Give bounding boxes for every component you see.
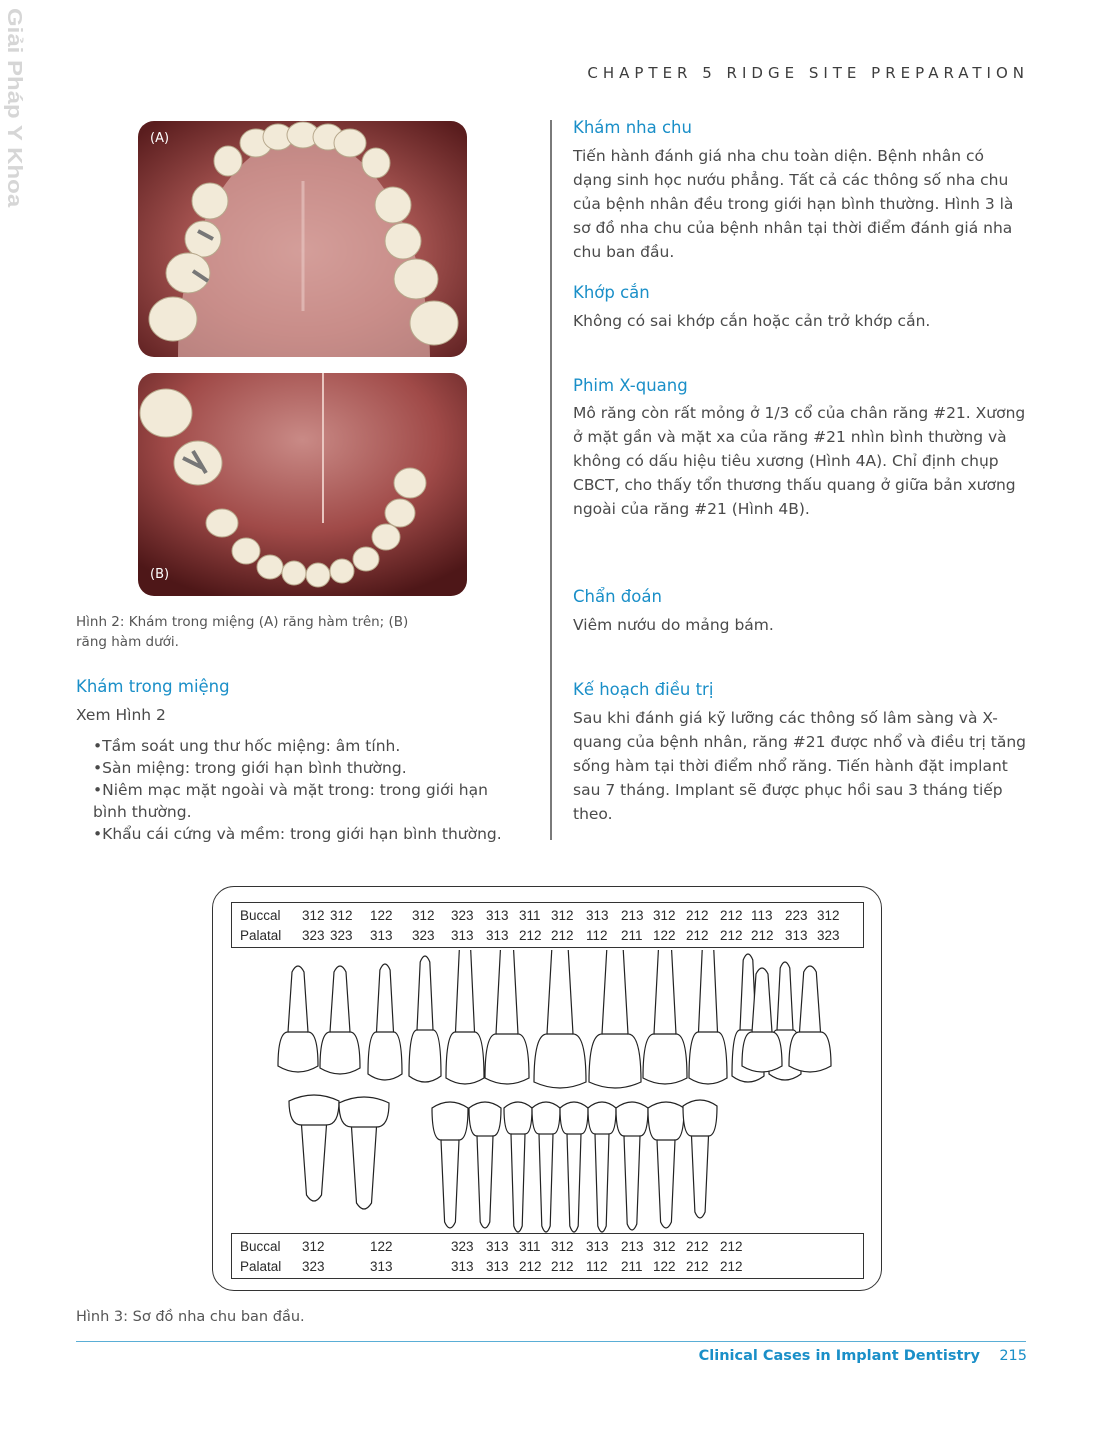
text-phim-x-quang: Mô răng còn rất mỏng ở 1/3 cổ của chân răng #21. Xương ở mặt gần và mặt xa của răng #21 nhìn bình thường và không có dấu hiệu tiêu xương (Hình 4A). Chỉ định chụp CBCT, cho thấy tổn thương thấu quang ở giữa bản xương ngoài của răng #21 (Hình 4B). [573,404,1026,518]
row-label: Palatal [240,928,282,943]
watermark: Giải Pháp Y Khoa [3,8,27,208]
lower-tooth-outline [616,1102,648,1230]
upper-teeth [278,950,831,1088]
probing-value: 313 [370,928,393,943]
probing-value: 312 [302,908,325,923]
bullet-item: • Khẩu cái cứng và mềm: trong giới hạn bình thường. [93,823,519,845]
heading-kham-nha-chu: Khám nha chu [573,118,692,137]
probing-value: 323 [451,1239,474,1254]
footer-page-number: 215 [999,1348,1027,1364]
probing-value: 312 [302,1239,325,1254]
probing-value: 212 [519,928,542,943]
probing-value: 312 [817,908,840,923]
lower-tooth-outline [469,1102,501,1228]
probing-value: 311 [519,1239,541,1254]
upper-tooth-outline [689,950,727,1084]
probing-value: 323 [451,908,474,923]
probing-value: 122 [653,1259,676,1274]
teeth-diagram [270,950,840,1235]
text-ke-hoach-dieu-tri: Sau khi đánh giá kỹ lưỡng các thông số lâm sàng và X-quang của bệnh nhân, răng #21 được nhổ và điều trị tăng sống hàm tại thời điểm nhổ răng. Tiến hành đặt implant sau 7 tháng. Implant sẽ được phục hồi sau 3 tháng tiếp theo. [573,709,1026,823]
probing-value: 323 [302,1259,325,1274]
upper-tooth-outline [534,950,586,1088]
figure2-caption-line2: răng hàm dưới. [76,634,179,650]
probing-value: 112 [586,928,608,943]
upper-tooth-outline [789,966,831,1072]
probing-value: 312 [330,908,353,923]
probing-value: 213 [621,908,644,923]
probing-value: 112 [586,1259,608,1274]
lower-tooth-outline [648,1102,684,1228]
probing-value: 122 [370,908,393,923]
probing-value: 311 [519,908,541,923]
probing-value: 212 [551,1259,574,1274]
lower-teeth [289,1095,717,1232]
upper-tooth-outline [485,950,529,1084]
probing-value: 323 [817,928,840,943]
probing-value: 313 [451,1259,474,1274]
upper-arch-image [138,121,467,357]
probing-value: 312 [653,1239,676,1254]
probing-value: 313 [586,908,609,923]
probing-value: 212 [720,928,743,943]
heading-kham-trong-mieng: Khám trong miệng [76,677,230,696]
probing-value: 212 [551,928,574,943]
running-head: CHAPTER 5 RIDGE SITE PREPARATION [587,64,1029,82]
lower-tooth-outline [683,1100,717,1218]
lower-tooth-outline [560,1102,588,1232]
lower-tooth-outline [504,1102,532,1232]
probing-value: 313 [486,1239,509,1254]
probing-value: 113 [751,908,773,923]
probing-value: 313 [486,908,509,923]
footer-book-title: Clinical Cases in Implant Dentistry [698,1348,980,1364]
lower-tooth-outline [532,1102,560,1232]
probing-value: 312 [551,1239,574,1254]
row-label: Buccal [240,908,281,923]
bullet-list [93,735,519,845]
probing-value: 312 [551,908,574,923]
heading-phim-x-quang: Phim X-quang [573,376,688,395]
bullet-item: • Tầm soát ung thư hốc miệng: âm tính. [93,735,519,757]
bullet-item: • Sàn miệng: trong giới hạn bình thường. [93,757,519,779]
photo-lower-arch [138,373,467,596]
bullet-item: • Niêm mạc mặt ngoài và mặt trong: trong giới hạn bình thường. [93,779,519,823]
upper-tooth-outline [278,966,318,1072]
heading-chan-doan: Chẩn đoán [573,587,662,606]
probing-value: 212 [686,908,709,923]
probing-value: 211 [621,1259,643,1274]
left-intro: Xem Hình 2 [76,706,166,724]
probing-value: 213 [621,1239,644,1254]
upper-tooth-outline [643,950,687,1084]
probing-value: 313 [451,928,474,943]
probing-value: 212 [720,908,743,923]
heading-ke-hoach-dieu-tri: Kế hoạch điều trị [573,680,714,699]
lower-tooth-outline [289,1095,339,1201]
probing-value: 313 [785,928,808,943]
probing-value: 122 [370,1239,393,1254]
upper-tooth-outline [446,950,484,1084]
probing-value: 312 [653,908,676,923]
probing-value: 122 [653,928,676,943]
probing-value: 211 [621,928,643,943]
photo-label-a: (A) [150,131,170,146]
heading-khop-can: Khớp cắn [573,283,650,302]
row-label: Palatal [240,1259,282,1274]
row-label: Buccal [240,1239,281,1254]
probing-value: 212 [720,1239,743,1254]
upper-tooth-outline [320,966,360,1074]
probing-value: 323 [302,928,325,943]
figure2-caption [76,612,476,652]
photo-upper-arch [138,121,467,357]
photo-label-b: (B) [150,567,170,582]
upper-tooth-outline [589,950,641,1088]
probing-value: 212 [686,1239,709,1254]
probing-value: 212 [751,928,774,943]
lower-arch-image [138,373,467,596]
text-chan-doan: Viêm nướu do mảng bám. [573,616,774,634]
probing-value: 323 [330,928,353,943]
text-kham-nha-chu: Tiến hành đánh giá nha chu toàn diện. Bệnh nhân có dạng sinh học nướu phẳng. Tất cả các thông số nha chu của bệnh nhân đều trong giới hạn bình thường. Hình 3 là sơ đồ nha chu của bệnh nhân tại thời điểm đánh giá nha chu ban đầu. [573,147,1014,261]
upper-probing-table [231,902,864,948]
probing-value: 212 [686,1259,709,1274]
figure2-caption-line1: Hình 2: Khám trong miệng (A) răng hàm trên; (B) [76,614,409,630]
text-khop-can: Không có sai khớp cắn hoặc cản trở khớp cắn. [573,312,931,330]
probing-value: 312 [412,908,435,923]
probing-value: 212 [720,1259,743,1274]
lower-tooth-outline [432,1102,468,1228]
probing-value: 313 [486,1259,509,1274]
upper-tooth-outline [368,964,402,1080]
column-divider [550,120,552,840]
lower-probing-table [231,1233,864,1279]
figure3-caption: Hình 3: Sơ đồ nha chu ban đầu. [76,1309,305,1325]
probing-value: 313 [486,928,509,943]
lower-tooth-outline [588,1102,616,1232]
probing-value: 313 [586,1239,609,1254]
probing-value: 212 [519,1259,542,1274]
probing-value: 313 [370,1259,393,1274]
upper-tooth-outline [409,956,441,1082]
lower-tooth-outline [339,1097,389,1209]
probing-value: 223 [785,908,808,923]
probing-value: 323 [412,928,435,943]
footer-rule [76,1341,1026,1342]
probing-value: 212 [686,928,709,943]
